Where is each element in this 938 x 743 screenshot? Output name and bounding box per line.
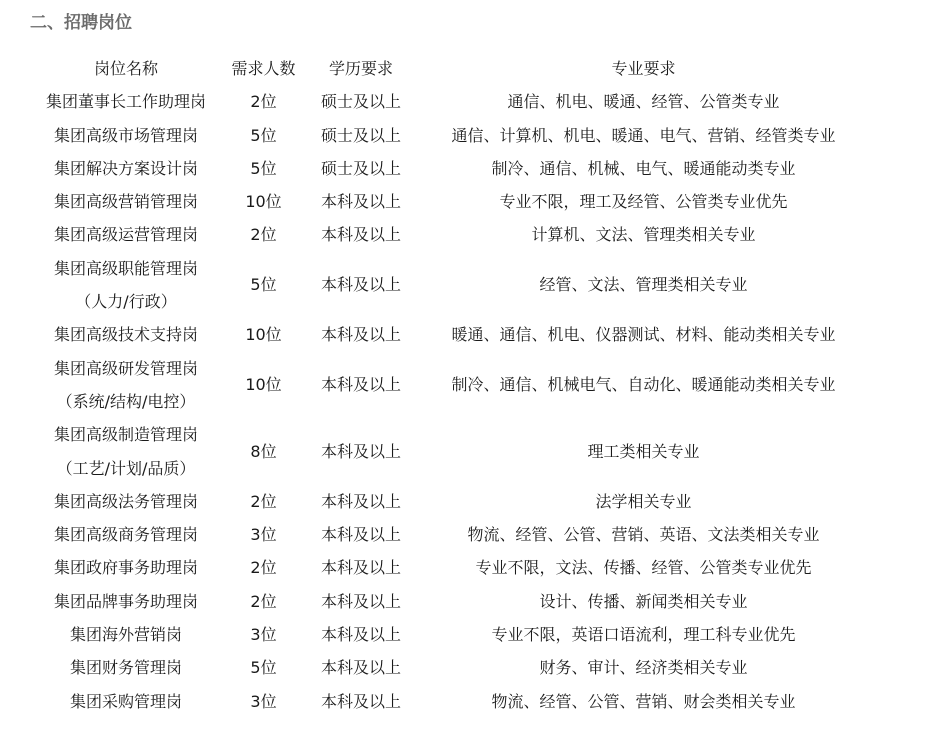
header-major: 专业要求 — [611, 59, 676, 78]
table-row — [26, 618, 866, 651]
cell-count: 10位 — [245, 325, 282, 345]
cell-count: 3位 — [250, 691, 277, 711]
cell-position — [26, 252, 226, 319]
position-line: 集团政府事务助理岗 — [53, 558, 198, 578]
cell-count: 3位 — [250, 625, 277, 645]
table-row — [26, 152, 866, 185]
cell-position — [26, 352, 226, 419]
table-row — [26, 651, 866, 684]
cell-education: 本科及以上 — [320, 275, 401, 295]
cell-position — [26, 518, 226, 551]
position-line: 集团高级制造管理岗 — [53, 425, 198, 445]
table-row — [26, 685, 866, 718]
table-header-row — [26, 52, 866, 85]
cell-position — [26, 119, 226, 152]
cell-position — [26, 651, 226, 684]
cell-major: 专业不限，文法、传播、经管、公管类专业优先 — [475, 558, 812, 578]
header-position: 岗位名称 — [93, 59, 158, 78]
table-row — [26, 318, 866, 351]
cell-education: 硕士及以上 — [320, 158, 401, 178]
cell-count: 2位 — [250, 225, 277, 245]
section-title: 二、招聘岗位 — [30, 13, 132, 33]
position-subline: （工艺/计划/品质） — [56, 458, 196, 478]
cell-count: 2位 — [250, 558, 277, 578]
cell-education: 本科及以上 — [320, 225, 401, 245]
cell-education: 本科及以上 — [320, 525, 401, 545]
cell-education: 本科及以上 — [320, 375, 401, 395]
cell-education: 本科及以上 — [320, 491, 401, 511]
cell-count: 8位 — [250, 441, 277, 461]
cell-major: 制冷、通信、机械电气、自动化、暖通能动类相关专业 — [451, 375, 836, 395]
cell-major: 设计、传播、新闻类相关专业 — [539, 591, 748, 611]
recruitment-table — [26, 52, 866, 718]
cell-major: 计算机、文法、管理类相关专业 — [531, 225, 756, 245]
position-line: 集团高级法务管理岗 — [53, 491, 198, 511]
cell-education: 本科及以上 — [320, 591, 401, 611]
cell-major: 物流、经管、公管、营销、财会类相关专业 — [491, 691, 796, 711]
position-subline: （系统/结构/电控） — [56, 391, 196, 411]
cell-education: 硕士及以上 — [320, 125, 401, 145]
table-row — [26, 185, 866, 218]
cell-education: 本科及以上 — [320, 691, 401, 711]
position-line: 集团高级技术支持岗 — [53, 325, 198, 345]
cell-position — [26, 418, 226, 485]
table-row — [26, 218, 866, 251]
cell-major: 专业不限，理工及经管、公管类专业优先 — [499, 192, 788, 212]
position-line: 集团采购管理岗 — [69, 691, 182, 711]
table-row — [26, 518, 866, 551]
position-line: 集团高级运营管理岗 — [53, 225, 198, 245]
table-row — [26, 418, 866, 485]
position-line: 集团高级职能管理岗 — [53, 258, 198, 278]
cell-position — [26, 585, 226, 618]
cell-major: 财务、审计、经济类相关专业 — [539, 658, 748, 678]
position-line: 集团高级市场管理岗 — [53, 125, 198, 145]
cell-major: 经管、文法、管理类相关专业 — [539, 275, 748, 295]
cell-position — [26, 685, 226, 718]
cell-count: 5位 — [250, 658, 277, 678]
cell-count: 2位 — [250, 591, 277, 611]
cell-major: 通信、计算机、机电、暖通、电气、营销、经管类专业 — [451, 125, 836, 145]
cell-education: 本科及以上 — [320, 558, 401, 578]
cell-position — [26, 152, 226, 185]
cell-education: 本科及以上 — [320, 325, 401, 345]
position-line: 集团品牌事务助理岗 — [53, 591, 198, 611]
table-row — [26, 352, 866, 419]
cell-position — [26, 485, 226, 518]
position-line: 集团解决方案设计岗 — [53, 158, 198, 178]
cell-position — [26, 551, 226, 584]
cell-major: 物流、经管、公管、营销、英语、文法类相关专业 — [467, 525, 820, 545]
cell-count: 2位 — [250, 491, 277, 511]
cell-education: 硕士及以上 — [320, 92, 401, 112]
cell-count: 5位 — [250, 275, 277, 295]
position-line: 集团财务管理岗 — [69, 658, 182, 678]
cell-count: 2位 — [250, 92, 277, 112]
cell-count: 10位 — [245, 375, 282, 395]
cell-education: 本科及以上 — [320, 192, 401, 212]
table-row — [26, 252, 866, 319]
position-line: 集团高级研发管理岗 — [53, 358, 198, 378]
cell-position — [26, 185, 226, 218]
position-subline: （人力/行政） — [75, 292, 177, 312]
table-row — [26, 585, 866, 618]
table-row — [26, 485, 866, 518]
position-line: 集团高级商务管理岗 — [53, 525, 198, 545]
cell-position — [26, 218, 226, 251]
cell-count: 5位 — [250, 158, 277, 178]
cell-count: 3位 — [250, 525, 277, 545]
cell-education: 本科及以上 — [320, 625, 401, 645]
cell-count: 5位 — [250, 125, 277, 145]
cell-major: 法学相关专业 — [595, 491, 692, 511]
position-line: 集团海外营销岗 — [69, 625, 182, 645]
cell-position — [26, 318, 226, 351]
table-row — [26, 119, 866, 152]
header-count: 需求人数 — [231, 59, 296, 78]
cell-major: 制冷、通信、机械、电气、暖通能动类专业 — [491, 158, 796, 178]
position-line: 集团董事长工作助理岗 — [45, 92, 206, 112]
cell-major: 理工类相关专业 — [587, 441, 700, 461]
header-education: 学历要求 — [328, 59, 393, 78]
table-row — [26, 551, 866, 584]
cell-major: 通信、机电、暖通、经管、公管类专业 — [507, 92, 780, 112]
cell-major: 专业不限，英语口语流利，理工科专业优先 — [491, 625, 796, 645]
cell-major: 暖通、通信、机电、仪器测试、材料、能动类相关专业 — [451, 325, 836, 345]
cell-position — [26, 85, 226, 118]
cell-education: 本科及以上 — [320, 658, 401, 678]
cell-position — [26, 618, 226, 651]
cell-count: 10位 — [245, 192, 282, 212]
table-row — [26, 85, 866, 118]
position-line: 集团高级营销管理岗 — [53, 192, 198, 212]
cell-education: 本科及以上 — [320, 441, 401, 461]
